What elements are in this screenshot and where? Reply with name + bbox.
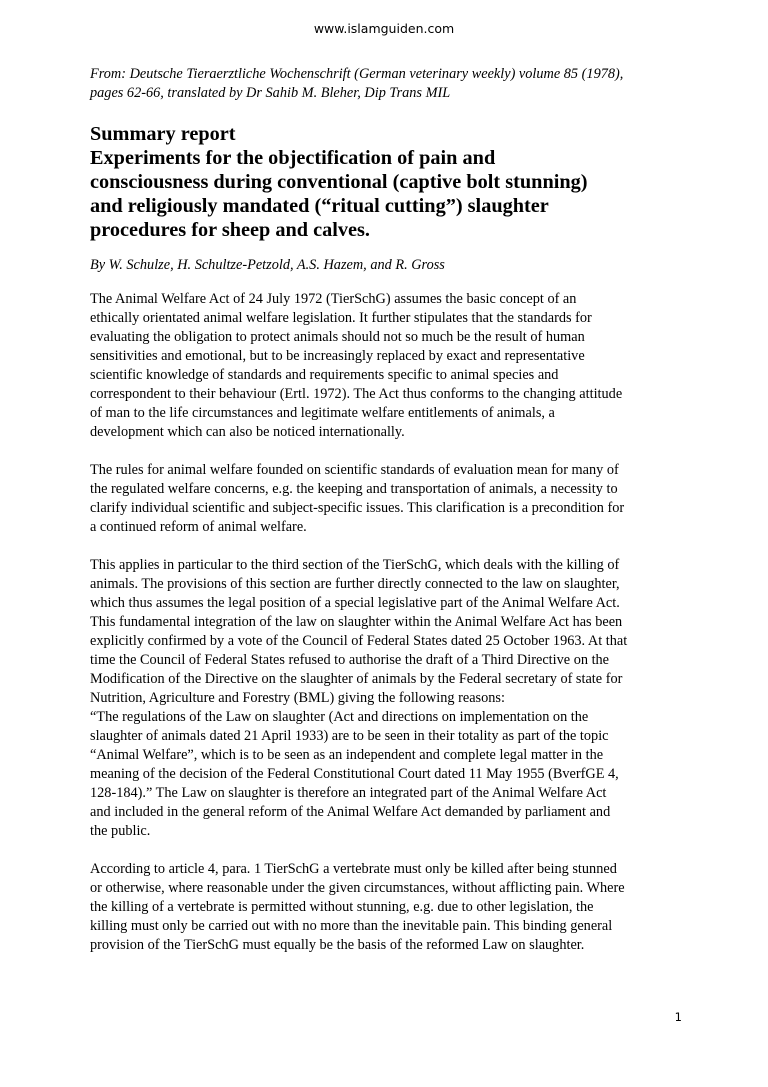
page-number: 1: [674, 1010, 682, 1024]
source-citation: From: Deutsche Tieraerztliche Wochenschrift (German veterinary weekly) volume 85 (1978), pages 62-66, translated by Dr Sahib M. Bleher, Dip Trans MIL: [90, 66, 624, 101]
document-body: [90, 65, 690, 955]
body-paragraph-4: According to article 4, para. 1 TierSchG a vertebrate must only be killed after being stunned or otherwise, where reasonable under the given circumstances, without afflicting pain. Where the killing of a vertebrate is permitted without stunning, e.g. due to other legislation, the killing must only be carried out with no more than the inevitable pain. This binding general provision of the TierSchG must equally be the basis of the reformed Law on slaughter.: [90, 861, 625, 953]
header-url: www.islamguiden.com: [313, 21, 455, 36]
body-paragraph-2: The rules for animal welfare founded on scientific standards of evaluation mean for many of the regulated welfare concerns, e.g. the keeping and transportation of animals, a necessity to clarify individual scientific and subject-specific issues. This clarification is a precondition for a continued reform of animal welfare.: [90, 462, 625, 535]
body-paragraph-1: The Animal Welfare Act of 24 July 1972 (TierSchG) assumes the basic concept of an ethically orientated animal welfare legislation. It further stipulates that the standards for evaluating the obligation to protect animals should not so much be the result of human sensitivities and emotional, but to be increasingly replaced by exact and representative scientific knowledge of standards and requirements specific to animal species and correspondent to their behaviour (Ertl. 1972). The Act thus conforms to the changing attitude of man to the life circumstances and legitimate welfare entitlements of animals, a development which can also be noticed internationally.: [90, 291, 623, 440]
authors-line: By W. Schulze, H. Schultze-Petzold, A.S. Hazem, and R. Gross: [90, 257, 445, 273]
body-paragraph-3: This applies in particular to the third section of the TierSchG, which deals with the killing of animals. The provisions of this section are further directly connected to the law on slaughter, which thus assumes the legal position of a special legislative part of the Animal Welfare Act. This fundamental integration of the law on slaughter within the Animal Welfare Act has been explicitly confirmed by a vote of the Council of Federal States dated 25 October 1963. At that time the Council of Federal States refused to authorise the draft of a Third Directive on the Modification of the Directive on the slaughter of animals by the Federal secretary of state for Nutrition, Agriculture and Forestry (BML) giving the following reasons: “The regulations of the Law on slaughter (Act and directions on implementation on the slaughter of animals dated 21 April 1933) are to be seen in their totality as part of the topic “Animal Welfare”, which is to be seen as an independent and complete legal matter in the meaning of the decision of the Federal Constitutional Court dated 11 May 1955 (BverfGE 4, 128-184).” The Law on slaughter is therefore an integrated part of the Animal Welfare Act and included in the general reform of the Animal Welfare Act demanded by parliament and the public.: [90, 557, 628, 839]
document-title: Summary report Experiments for the objectification of pain and consciousness during conventional (captive bolt stunning) and religiously mandated (“ritual cutting”) slaughter procedures for sheep and calves.: [90, 123, 588, 241]
